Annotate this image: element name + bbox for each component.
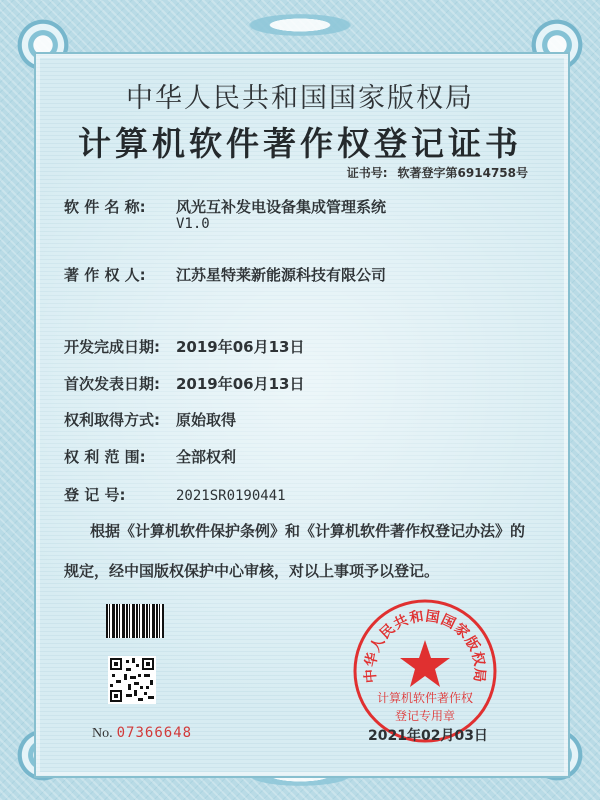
issue-date: 2021年02月03日 — [368, 728, 488, 744]
qr-code — [108, 656, 156, 704]
field-copyright-owner — [64, 264, 386, 285]
field-label: 权 利 范 围: — [64, 448, 146, 466]
seal-line-1: 计算机软件著作权 — [376, 691, 474, 705]
software-version: V1.0 — [176, 216, 210, 232]
statement-line-1: 根据《计算机软件保护条例》和《计算机软件著作权登记办法》的 — [90, 522, 526, 540]
field-value: 江苏星特莱新能源科技有限公司 — [176, 266, 387, 284]
field-rights-scope — [64, 446, 236, 467]
field-label: 权利取得方式: — [64, 411, 160, 429]
seal-line-2: 登记专用章 — [394, 709, 456, 723]
field-completion-date — [64, 336, 305, 357]
field-registration-number — [64, 484, 286, 505]
serial-number-value: 07366648 — [116, 725, 193, 741]
certificate-number-value: 软著登字第6914758号 — [397, 166, 528, 180]
seal-ring-text: 中华人民共和国国家版权局 — [362, 608, 488, 684]
field-value: 风光互补发电设备集成管理系统 — [176, 198, 387, 216]
certificate-title: 计算机软件著作权登记证书 — [78, 124, 522, 163]
field-label: 首次发表日期: — [64, 375, 160, 393]
field-label: 软 件 名 称: — [64, 198, 146, 216]
field-publish-date — [64, 373, 305, 394]
field-label: 开发完成日期: — [64, 338, 160, 356]
field-value: 2019年06月13日 — [176, 375, 305, 393]
barcode — [106, 604, 164, 638]
field-software-name — [64, 196, 386, 217]
star-icon — [400, 640, 450, 687]
official-seal — [350, 596, 500, 746]
field-value: 2019年06月13日 — [176, 338, 305, 356]
serial-number — [92, 725, 192, 742]
certificate-number-label: 证书号: — [346, 166, 388, 180]
field-acquisition-method — [64, 409, 236, 430]
statement-line-2: 规定，经中国版权保护中心审核，对以上事项予以登记。 — [64, 562, 440, 580]
certificate-number — [347, 164, 528, 181]
top-ornament — [230, 10, 370, 40]
serial-number-label: No. — [92, 726, 113, 741]
field-label: 登 记 号: — [64, 486, 126, 504]
field-value: 全部权利 — [176, 448, 237, 466]
field-value: 2021SR0190441 — [176, 488, 286, 504]
field-value: 原始取得 — [176, 411, 237, 429]
seal-graphic — [350, 596, 500, 746]
issuing-authority: 中华人民共和国国家版权局 — [126, 83, 474, 114]
field-label: 著 作 权 人: — [64, 266, 146, 284]
